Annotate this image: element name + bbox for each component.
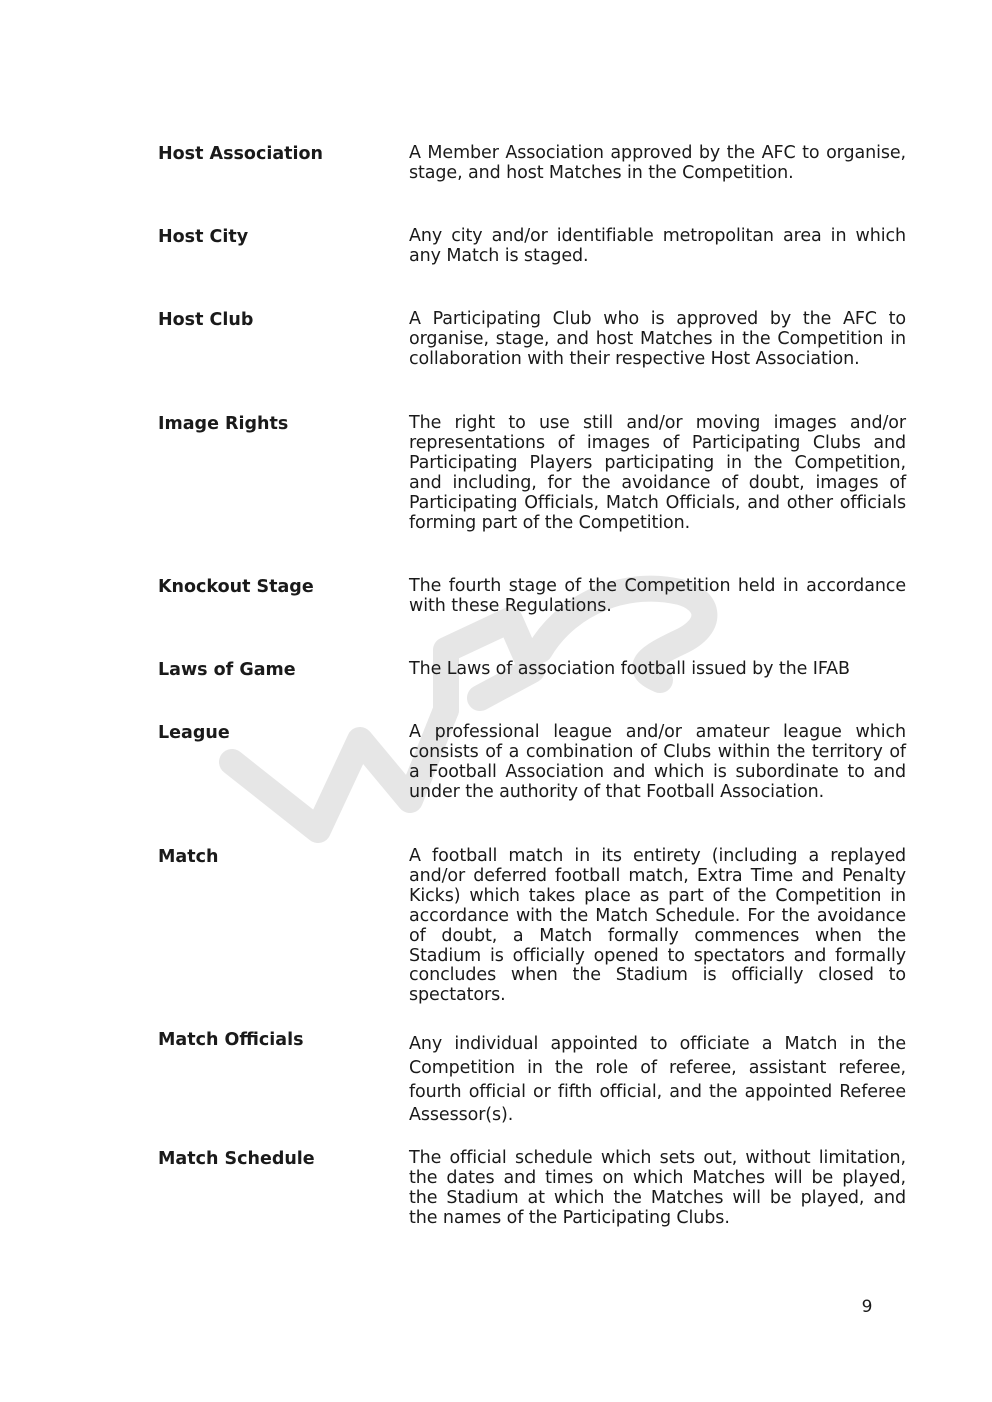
term-label: Host Club	[158, 310, 254, 330]
term-label: Laws of Game	[158, 660, 296, 680]
term-definition: The official schedule which sets out, without limitation, the dates and times on which Matches will be played, the Stadium at which the Matches will be played, and the names of the Participating Clubs.	[409, 1148, 906, 1228]
term-definition: Any individual appointed to officiate a Match in the Competition in the role of referee, assistant referee, fourth official or fifth official, and the appointed Referee Assessor(s).	[409, 1034, 906, 1126]
term-definition: A football match in its entirety (including a replayed and/or deferred football match, Extra Time and Penalty Kicks) which takes place as part of the Competition in accordance with the Match Schedule. For the avoidance of doubt, a Match formally commences when the Stadium is officially opened to spectators and formally concludes when the Stadium is officially closed to spectators.	[409, 846, 906, 1006]
term-label: Host Association	[158, 144, 323, 164]
term-label: League	[158, 723, 230, 743]
term-definition: The right to use still and/or moving images and/or representations of images of Participating Clubs and Participating Players participating in the Competition, and including, for the avoidance of doubt, images of Participating Officials, Match Officials, and other officials forming part of the Competition.	[409, 413, 906, 533]
term-definition: A professional league and/or amateur league which consists of a combination of Clubs within the territory of a Football Association and which is subordinate to and under the authority of that Football Association.	[409, 722, 906, 802]
term-label: Match Officials	[158, 1030, 304, 1050]
term-definition: The Laws of association football issued by the IFAB	[409, 659, 850, 679]
term-label: Image Rights	[158, 414, 289, 434]
term-definition: A Participating Club who is approved by the AFC to organise, stage, and host Matches in the Competition in collaboration with their respective Host Association.	[409, 309, 906, 369]
page-number: 9	[861, 1297, 873, 1317]
term-label: Host City	[158, 227, 249, 247]
term-label: Knockout Stage	[158, 577, 314, 597]
term-definition: Any city and/or identifiable metropolitan area in which any Match is staged.	[409, 226, 906, 266]
term-definition: A Member Association approved by the AFC to organise, stage, and host Matches in the Competition.	[409, 143, 906, 183]
term-definition: The fourth stage of the Competition held in accordance with these Regulations.	[409, 576, 906, 616]
term-label: Match	[158, 847, 219, 867]
term-label: Match Schedule	[158, 1149, 315, 1169]
